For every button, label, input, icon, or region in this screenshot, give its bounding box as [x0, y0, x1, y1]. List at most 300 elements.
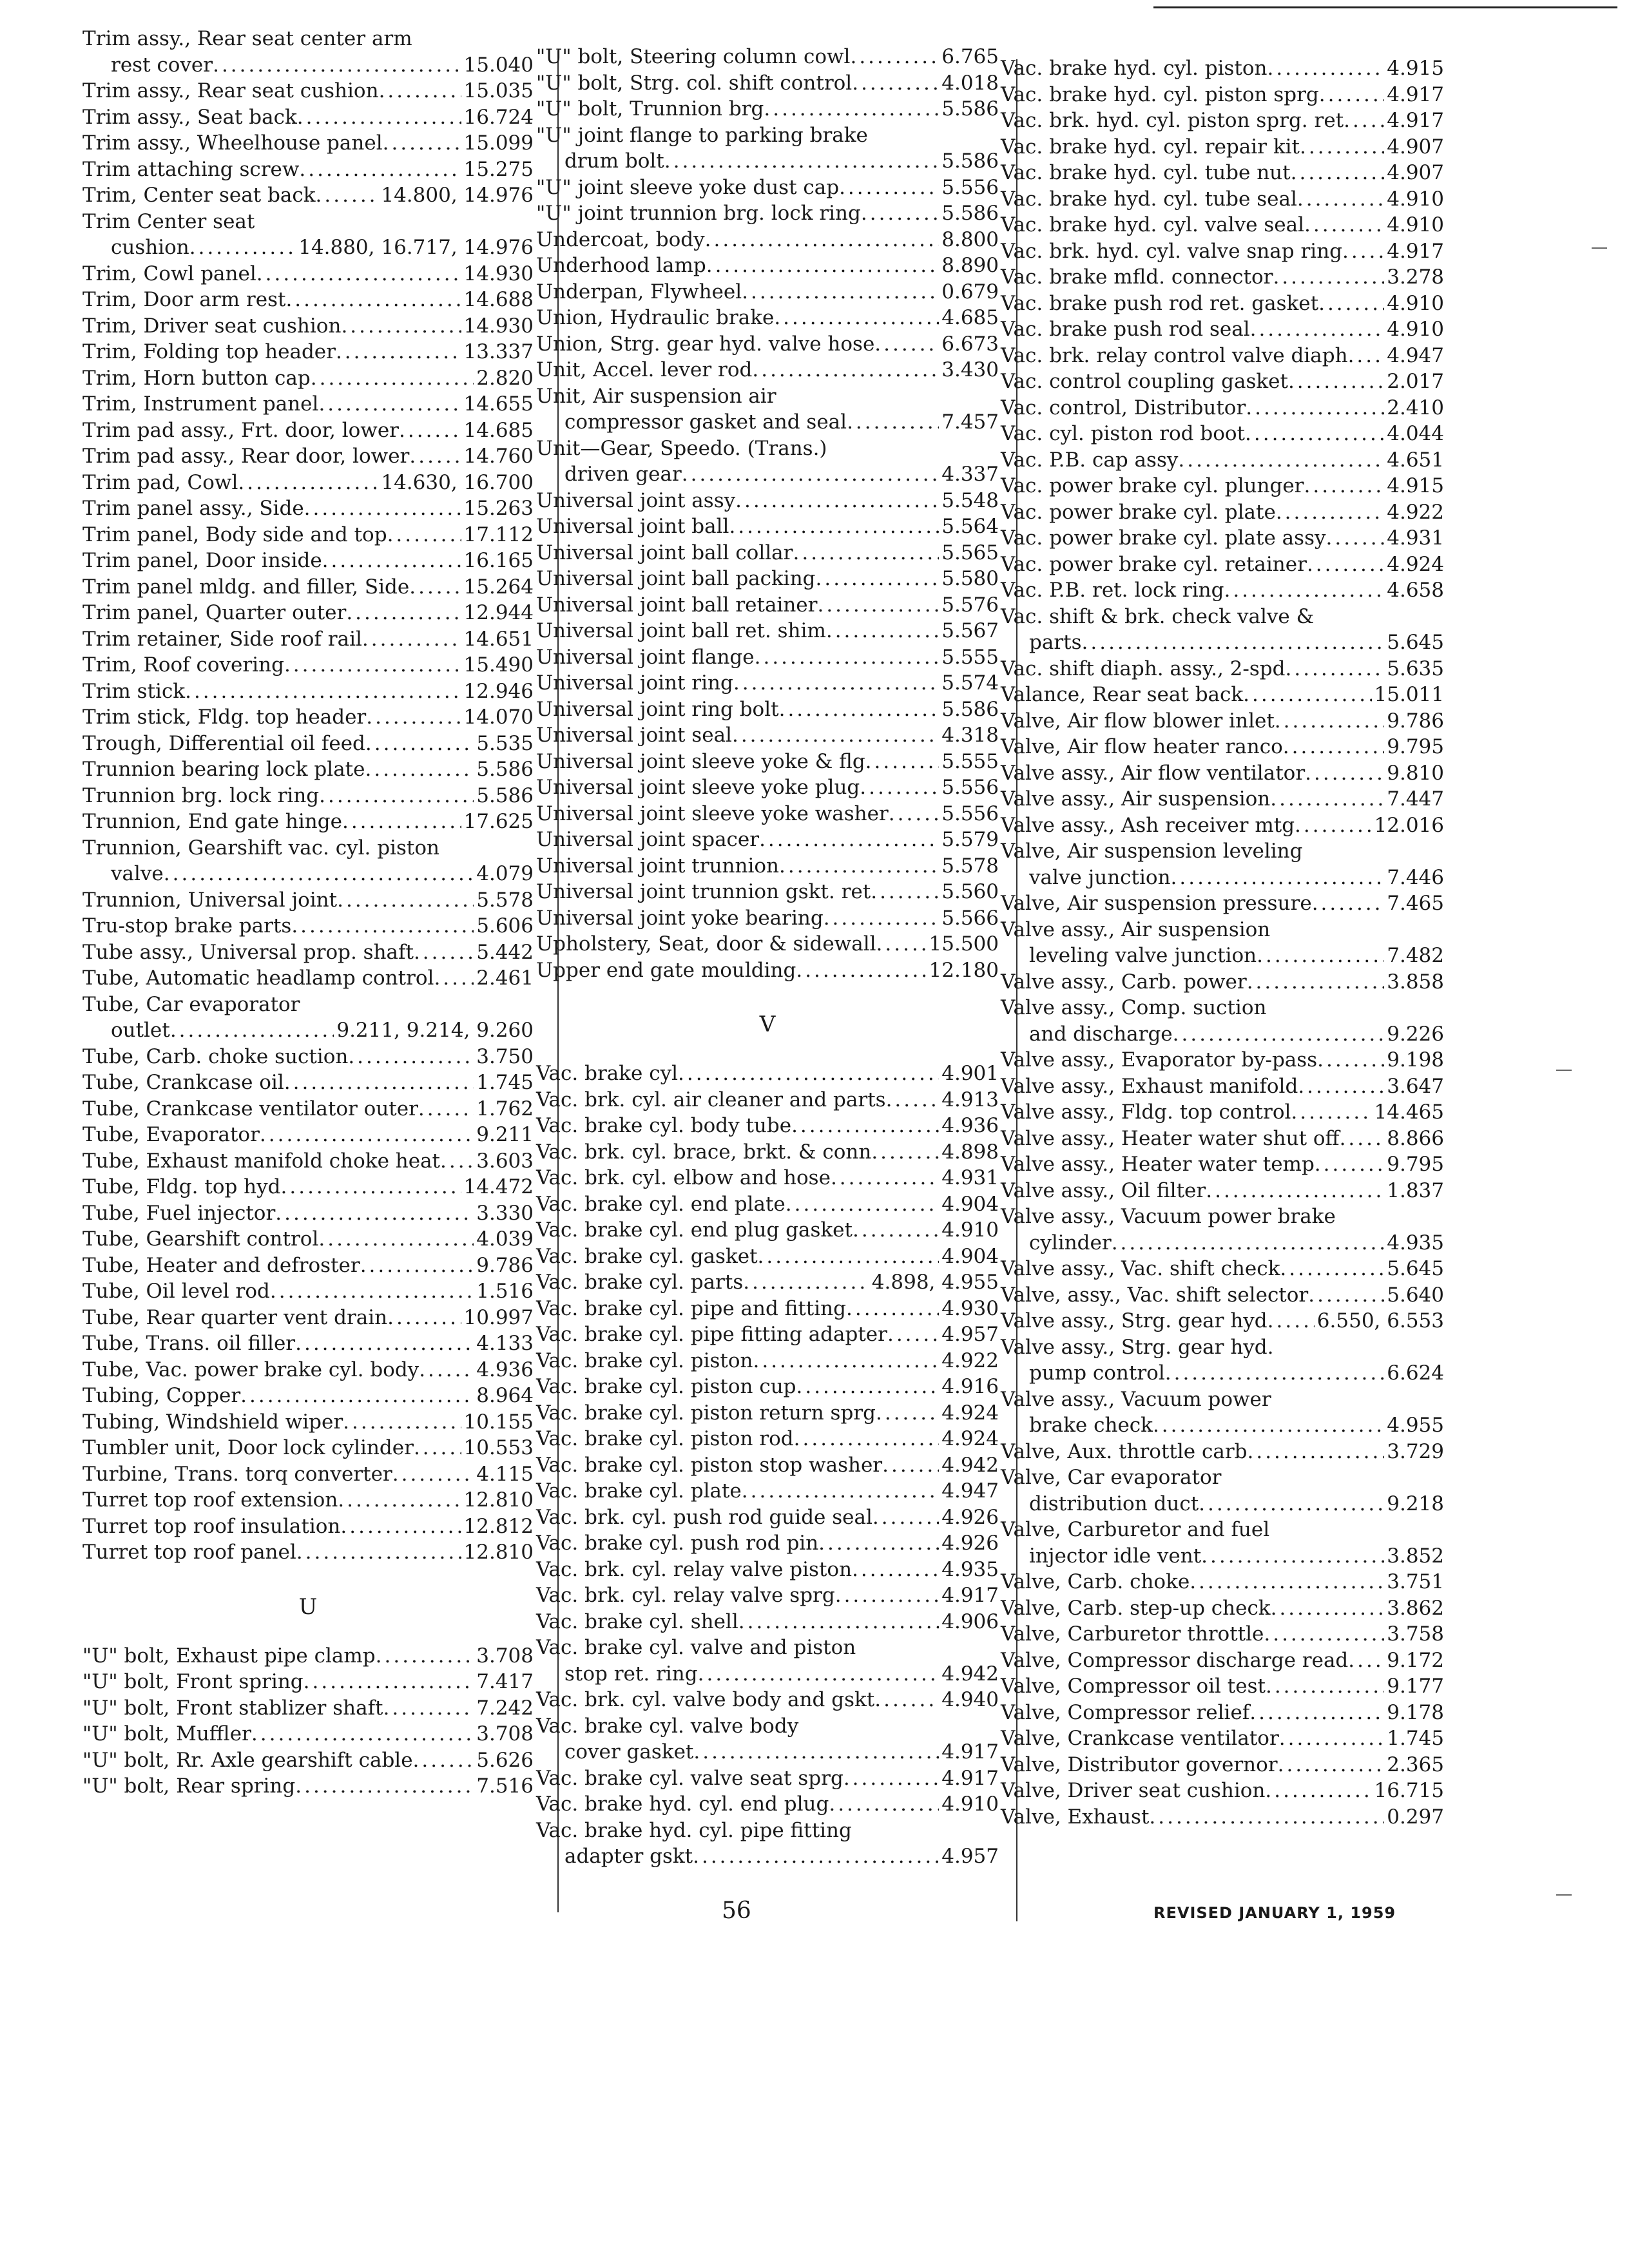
page-reference: 5.564 — [941, 515, 999, 538]
dot-leader — [1308, 1282, 1384, 1309]
entry-title: Trough, Differential oil feed — [82, 731, 365, 755]
dot-leader — [1245, 421, 1384, 447]
entry-title: "U" bolt, Steering column cowl — [536, 45, 851, 68]
entry-title: Vac. power brake cyl. retainer — [1001, 552, 1307, 576]
dot-leader — [742, 1478, 939, 1504]
page-reference: 9.226 — [1387, 1022, 1444, 1046]
index-entry — [536, 488, 999, 514]
dot-leader — [1266, 1673, 1384, 1700]
index-entry — [536, 1478, 999, 1504]
index-entry — [1001, 1621, 1444, 1648]
index-entry — [1001, 890, 1444, 917]
entry-title: Trim, Roof covering — [82, 653, 284, 677]
index-entry — [1001, 264, 1444, 291]
index-entry — [82, 1695, 534, 1722]
index-entry — [536, 436, 999, 488]
page-reference: 4.910 — [1387, 187, 1444, 211]
index-entry — [1001, 186, 1444, 213]
index-entry — [536, 279, 999, 305]
index-entry — [1001, 604, 1444, 656]
dot-leader — [365, 756, 474, 783]
page-reference: 5.586 — [476, 758, 534, 781]
entry-title: Vac. brake cyl. plate — [536, 1479, 742, 1503]
index-entry — [82, 182, 534, 209]
entry-title: Vac. brake hyd. cyl. tube nut — [1001, 161, 1291, 184]
page-reference: 4.917 — [941, 1740, 999, 1763]
page-reference: 12.810 — [463, 1541, 534, 1564]
page-reference: 5.640 — [1387, 1283, 1444, 1307]
page-reference: 14.070 — [463, 706, 534, 729]
page-reference: 3.708 — [476, 1644, 534, 1667]
entry-title: Trunnion bearing lock plate — [82, 758, 365, 781]
page-reference: 1.762 — [476, 1097, 534, 1120]
dot-leader — [270, 1278, 474, 1305]
page-reference: 4.915 — [1387, 57, 1444, 80]
index-entry — [536, 801, 999, 827]
dot-leader — [1312, 890, 1385, 917]
index-entry — [82, 783, 534, 809]
page-reference: 4.904 — [941, 1244, 999, 1268]
entry-title: Valve, Car evaporator — [1001, 1466, 1222, 1489]
index-entry — [82, 913, 534, 939]
entry-title: Universal joint sleeve yoke & flg — [536, 749, 865, 773]
dot-leader — [1344, 108, 1384, 134]
index-entry — [1001, 1752, 1444, 1778]
index-entry — [82, 495, 534, 522]
entry-title: Vac. brake hyd. cyl. piston sprg — [1001, 82, 1319, 106]
dot-leader — [337, 887, 474, 914]
page-reference: 3.729 — [1387, 1439, 1444, 1463]
index-entry — [1001, 1569, 1444, 1595]
page-reference: 5.579 — [941, 828, 999, 851]
dot-leader — [738, 1609, 939, 1635]
entry-title: Trim panel assy., Side — [82, 497, 304, 520]
dot-leader — [399, 418, 461, 444]
index-entry — [82, 1174, 534, 1200]
page-reference: 3.708 — [476, 1722, 534, 1745]
index-entry — [1001, 1073, 1444, 1100]
page-reference: 15.035 — [463, 79, 534, 102]
entry-title: Vac. brk. cyl. air cleaner and parts — [536, 1088, 886, 1111]
dot-leader — [861, 200, 939, 227]
page-reference: 5.586 — [941, 697, 999, 721]
index-entry — [536, 1374, 999, 1400]
index-entry — [536, 331, 999, 358]
index-entry — [536, 774, 999, 801]
page-reference: 9.211 — [476, 1123, 534, 1146]
page-reference: 2.017 — [1387, 370, 1444, 393]
dot-leader — [698, 1661, 940, 1687]
dot-leader — [418, 1096, 474, 1122]
page-reference: 9.218 — [1387, 1492, 1444, 1515]
dot-leader — [284, 652, 461, 678]
dot-leader — [852, 1557, 939, 1583]
index-entry — [82, 1383, 534, 1409]
index-entry — [82, 574, 534, 601]
index-entry — [82, 470, 534, 496]
page-reference: 3.647 — [1387, 1074, 1444, 1098]
index-entry — [536, 1165, 999, 1191]
page-reference: 5.586 — [941, 97, 999, 120]
entry-title: Tube, Heater and defroster — [82, 1253, 360, 1277]
index-entry — [1001, 343, 1444, 369]
entry-continuation: outlet — [111, 1019, 170, 1042]
dot-leader — [413, 1747, 474, 1774]
page-reference: 4.930 — [941, 1296, 999, 1320]
page-reference: 10.155 — [463, 1410, 534, 1434]
entry-title: "U" joint sleeve yoke dust cap — [536, 175, 840, 199]
entry-continuation: pump control — [1029, 1361, 1165, 1385]
index-entry — [82, 1122, 534, 1148]
dot-leader — [1279, 1725, 1384, 1752]
index-entry — [536, 44, 999, 70]
entry-title: Tube, Trans. oil filler — [82, 1332, 296, 1355]
entry-title: Vac. brake cyl. parts — [536, 1271, 744, 1294]
page-reference: 5.560 — [941, 880, 999, 903]
dot-leader — [793, 540, 939, 566]
index-entry — [536, 1191, 999, 1218]
page-reference: 4.115 — [476, 1462, 534, 1486]
entry-title: Underpan, Flywheel — [536, 280, 742, 303]
index-entry — [82, 1539, 534, 1566]
page-reference: 4.910 — [941, 1218, 999, 1242]
dot-leader — [1307, 552, 1384, 578]
index-entry — [1001, 1204, 1444, 1256]
page-reference: 3.758 — [1387, 1622, 1444, 1646]
entry-title: Trim pad assy., Frt. door, lower — [82, 418, 400, 442]
entry-title: Trim panel, Quarter outer — [82, 601, 347, 624]
page-reference: 5.578 — [941, 854, 999, 878]
dot-leader — [1315, 1151, 1384, 1178]
dot-leader — [729, 514, 939, 540]
entry-title: Trunnion, Universal joint — [82, 888, 338, 912]
dot-leader — [366, 704, 461, 731]
index-entry — [1001, 1308, 1444, 1334]
page-reference: 3.862 — [1387, 1596, 1444, 1620]
dot-leader — [1248, 1439, 1385, 1465]
index-entry — [536, 1530, 999, 1557]
page-reference: 4.044 — [1387, 422, 1444, 445]
page-reference: 4.906 — [941, 1610, 999, 1633]
entry-title: "U" bolt, Muffler — [82, 1722, 251, 1745]
index-entry — [1001, 1778, 1444, 1804]
entry-continuation: driven gear — [564, 463, 682, 486]
entry-title: Valve, Compressor oil test — [1001, 1675, 1266, 1698]
index-entry — [82, 756, 534, 783]
page-reference: 9.786 — [1387, 709, 1444, 733]
page-reference: 7.457 — [941, 410, 999, 434]
page-reference: 12.016 — [1374, 813, 1444, 837]
entry-title: Trim, Horn button cap — [82, 366, 311, 390]
page-reference: 4.926 — [941, 1505, 999, 1529]
index-entry — [1001, 55, 1444, 82]
entry-title: "U" bolt, Rr. Axle gearshift cable — [82, 1748, 413, 1772]
margin-mark — [1556, 1070, 1572, 1071]
page-reference: 4.685 — [941, 306, 999, 329]
entry-title: Universal joint trunnion gskt. ret — [536, 880, 871, 903]
entry-title: "U" joint flange to parking brake — [536, 123, 868, 147]
dot-leader — [322, 548, 461, 574]
index-entry — [536, 1765, 999, 1792]
dot-leader — [876, 1400, 939, 1427]
page-reference: 9.795 — [1387, 1153, 1444, 1176]
dot-leader — [1199, 1491, 1384, 1517]
index-entry — [82, 1514, 534, 1540]
page-reference: 4.922 — [941, 1349, 999, 1372]
entry-title: Vac. brake cyl. piston rod — [536, 1427, 794, 1450]
entry-title: Vac. brake cyl. shell — [536, 1610, 738, 1633]
index-entry — [1001, 1804, 1444, 1831]
page-reference: 3.858 — [1387, 970, 1444, 994]
page-reference: 5.548 — [941, 488, 999, 512]
index-entry — [82, 835, 534, 887]
entry-title: Tube, Fldg. top hyd — [82, 1175, 281, 1198]
index-entry — [1001, 108, 1444, 134]
page-reference: 7.242 — [476, 1696, 534, 1720]
page-reference: 4.318 — [941, 724, 999, 747]
dot-leader — [853, 1217, 939, 1244]
dot-leader — [1273, 264, 1384, 291]
page-reference: 5.565 — [941, 541, 999, 564]
dot-leader — [346, 600, 461, 626]
entry-title: Valve assy., Evaporator by-pass — [1001, 1048, 1318, 1072]
index-column-1 — [82, 26, 534, 1800]
index-entry — [82, 731, 534, 757]
index-entry — [1001, 1256, 1444, 1282]
dot-leader — [1326, 525, 1385, 552]
page-reference: 12.180 — [929, 958, 999, 982]
page-reference: 4.907 — [1387, 161, 1444, 184]
dot-leader — [693, 1739, 939, 1765]
index-entry — [536, 566, 999, 592]
entry-title: Valve assy., Vacuum power — [1001, 1387, 1271, 1411]
entry-title: Trunnion, Gearshift vac. cyl. piston — [82, 836, 439, 860]
page-reference: 7.447 — [1387, 787, 1444, 811]
index-entry — [82, 965, 534, 992]
entry-title: Vac. brk. cyl. brace, brkt. & conn — [536, 1140, 872, 1164]
index-entry — [82, 887, 534, 914]
entry-title: Universal joint ball retainer — [536, 593, 818, 617]
entry-title: Upper end gate moulding — [536, 958, 796, 982]
entry-title: Vac. brk. cyl. relay valve sprg — [536, 1584, 835, 1607]
dot-leader — [311, 365, 474, 392]
page-reference: 4.910 — [1387, 291, 1444, 315]
dot-leader — [1224, 577, 1384, 604]
index-entry — [536, 1582, 999, 1609]
entry-title: Universal joint ball packing — [536, 567, 816, 590]
page-reference: 1.837 — [1387, 1178, 1444, 1202]
index-entry — [1001, 212, 1444, 238]
index-entry — [536, 1400, 999, 1427]
page-reference: 17.112 — [463, 523, 534, 546]
entry-continuation: valve junction — [1029, 865, 1171, 889]
index-entry — [82, 104, 534, 131]
dot-leader — [304, 495, 461, 522]
index-entry — [1001, 82, 1444, 108]
entry-title: Valve, Exhaust — [1001, 1805, 1150, 1829]
page-reference: 3.751 — [1387, 1570, 1444, 1593]
dot-leader — [185, 678, 461, 705]
index-entry — [1001, 1673, 1444, 1700]
page-reference: 7.516 — [476, 1774, 534, 1798]
dot-leader — [1112, 1230, 1385, 1256]
dot-leader — [379, 78, 461, 104]
page-reference: 2.365 — [1387, 1753, 1444, 1776]
entry-continuation: leveling valve junction — [1029, 944, 1257, 967]
entry-title: Trim, Instrument panel — [82, 392, 319, 416]
dot-leader — [291, 913, 474, 939]
dot-leader — [874, 331, 939, 358]
dot-leader — [1278, 1752, 1385, 1778]
index-entry — [1001, 1151, 1444, 1178]
entry-title: Vac. control coupling gasket — [1001, 370, 1288, 393]
page-reference: 8.800 — [941, 227, 999, 251]
dot-leader — [779, 853, 939, 879]
dot-leader — [1318, 291, 1384, 317]
index-entry — [82, 130, 534, 157]
dot-leader — [1288, 369, 1384, 395]
page-reference: 5.566 — [941, 906, 999, 930]
dot-leader — [1190, 1569, 1384, 1595]
page-reference: 12.810 — [463, 1488, 534, 1512]
index-entry — [82, 522, 534, 548]
entry-title: Vac. brake cyl. end plug gasket — [536, 1218, 853, 1242]
page-reference: 5.556 — [941, 175, 999, 199]
dot-leader — [319, 783, 474, 809]
page-reference: 17.625 — [463, 810, 534, 833]
dot-leader — [678, 1061, 939, 1087]
entry-title: Vac. brake cyl. piston — [536, 1349, 753, 1372]
entry-continuation: brake check — [1029, 1414, 1153, 1437]
entry-title: Vac. brake cyl. valve seat sprg — [536, 1766, 843, 1790]
dot-leader — [786, 1191, 939, 1218]
dot-leader — [865, 749, 940, 775]
dot-leader — [887, 1321, 939, 1348]
dot-leader — [275, 1200, 474, 1227]
index-entry — [82, 1044, 534, 1070]
page-reference: 5.606 — [476, 914, 534, 937]
entry-title: Tubing, Copper — [82, 1384, 241, 1407]
dot-leader — [871, 879, 939, 905]
page-reference: 9.810 — [1387, 761, 1444, 785]
entry-title: Valve assy., Strg. gear hyd — [1001, 1309, 1268, 1332]
page-reference: 4.931 — [1387, 526, 1444, 550]
index-entry — [82, 939, 534, 966]
index-entry — [536, 253, 999, 279]
entry-title: Valve, Air flow blower inlet — [1001, 709, 1275, 733]
dot-leader — [409, 443, 461, 470]
entry-title: Valve assy., Vac. shift check — [1001, 1257, 1280, 1280]
index-entry — [82, 26, 534, 78]
index-entry — [1001, 1178, 1444, 1204]
entry-continuation: drum bolt — [564, 149, 664, 173]
index-entry — [1001, 421, 1444, 447]
index-entry — [82, 1096, 534, 1122]
dot-leader — [835, 1582, 940, 1609]
dot-leader — [1270, 786, 1384, 812]
entry-continuation: rest cover — [111, 53, 213, 77]
dot-leader — [409, 574, 461, 601]
dot-leader — [872, 1504, 939, 1531]
page-reference: 5.586 — [941, 149, 999, 173]
entry-title: "U" bolt, Strg. col. shift control — [536, 71, 853, 95]
dot-leader — [1304, 473, 1384, 499]
index-entry — [82, 1253, 534, 1279]
index-entry — [536, 305, 999, 331]
entry-title: Tube, Crankcase oil — [82, 1071, 284, 1094]
entry-title: Vac. brake cyl — [536, 1062, 679, 1085]
page-reference: 4.924 — [1387, 552, 1444, 576]
entry-title: Valve, Air flow heater ranco — [1001, 735, 1283, 758]
page-reference: 14.688 — [463, 288, 534, 311]
index-entry — [536, 670, 999, 697]
dot-leader — [336, 339, 461, 365]
entry-title: "U" bolt, Front spring — [82, 1670, 304, 1693]
page-reference: 5.555 — [941, 645, 999, 669]
dot-leader — [318, 391, 461, 418]
dot-leader — [816, 566, 940, 592]
dot-leader — [1268, 55, 1385, 82]
index-entry — [536, 1321, 999, 1348]
entry-title: Vac. cyl. piston rod boot — [1001, 422, 1246, 445]
dot-leader — [742, 279, 939, 305]
page-reference: 5.645 — [1387, 1257, 1444, 1280]
entry-title: Tube, Carb. choke suction — [82, 1044, 349, 1068]
page-reference: 4.947 — [1387, 343, 1444, 367]
index-entry — [536, 70, 999, 97]
page-reference: 4.936 — [941, 1114, 999, 1137]
entry-title: Universal joint ball collar — [536, 541, 793, 564]
page-reference: 5.556 — [941, 802, 999, 825]
index-entry — [1001, 525, 1444, 552]
index-entry — [82, 652, 534, 678]
index-entry — [1001, 1700, 1444, 1726]
index-entry — [82, 339, 534, 365]
entry-title: Upholstery, Seat, door & sidewall — [536, 932, 876, 956]
entry-title: Valve, Distributor governor — [1001, 1753, 1278, 1776]
page-reference: 4.926 — [941, 1532, 999, 1555]
dot-leader — [860, 774, 939, 801]
dot-leader — [440, 1148, 474, 1175]
dot-leader — [1271, 1595, 1385, 1622]
dot-leader — [1348, 1648, 1384, 1674]
page-reference: 15.263 — [463, 497, 534, 520]
entry-title: Trim panel, Body side and top — [82, 523, 387, 546]
dot-leader — [387, 522, 461, 548]
index-entry — [536, 175, 999, 201]
index-entry — [82, 157, 534, 183]
index-entry — [1001, 577, 1444, 604]
dot-leader — [682, 461, 940, 488]
page-reference: 4.898 — [941, 1140, 999, 1164]
dot-leader — [1276, 499, 1384, 526]
dot-leader — [1317, 1047, 1384, 1073]
dot-leader — [1291, 1099, 1371, 1126]
dot-leader — [414, 939, 474, 966]
dot-leader — [1149, 1804, 1384, 1831]
index-entry — [1001, 1465, 1444, 1517]
page-reference: 4.947 — [941, 1479, 999, 1503]
entry-title: Tube, Oil level rod — [82, 1280, 270, 1303]
index-entry — [1001, 499, 1444, 526]
entry-title: Valve assy., Air suspension — [1001, 918, 1271, 941]
entry-title: Unit—Gear, Speedo. (Trans.) — [536, 436, 827, 460]
entry-title: Turret top roof extension — [82, 1488, 338, 1512]
index-entry — [82, 365, 534, 392]
index-entry — [1001, 812, 1444, 839]
dot-leader — [794, 1426, 940, 1452]
dot-leader — [343, 1409, 461, 1436]
